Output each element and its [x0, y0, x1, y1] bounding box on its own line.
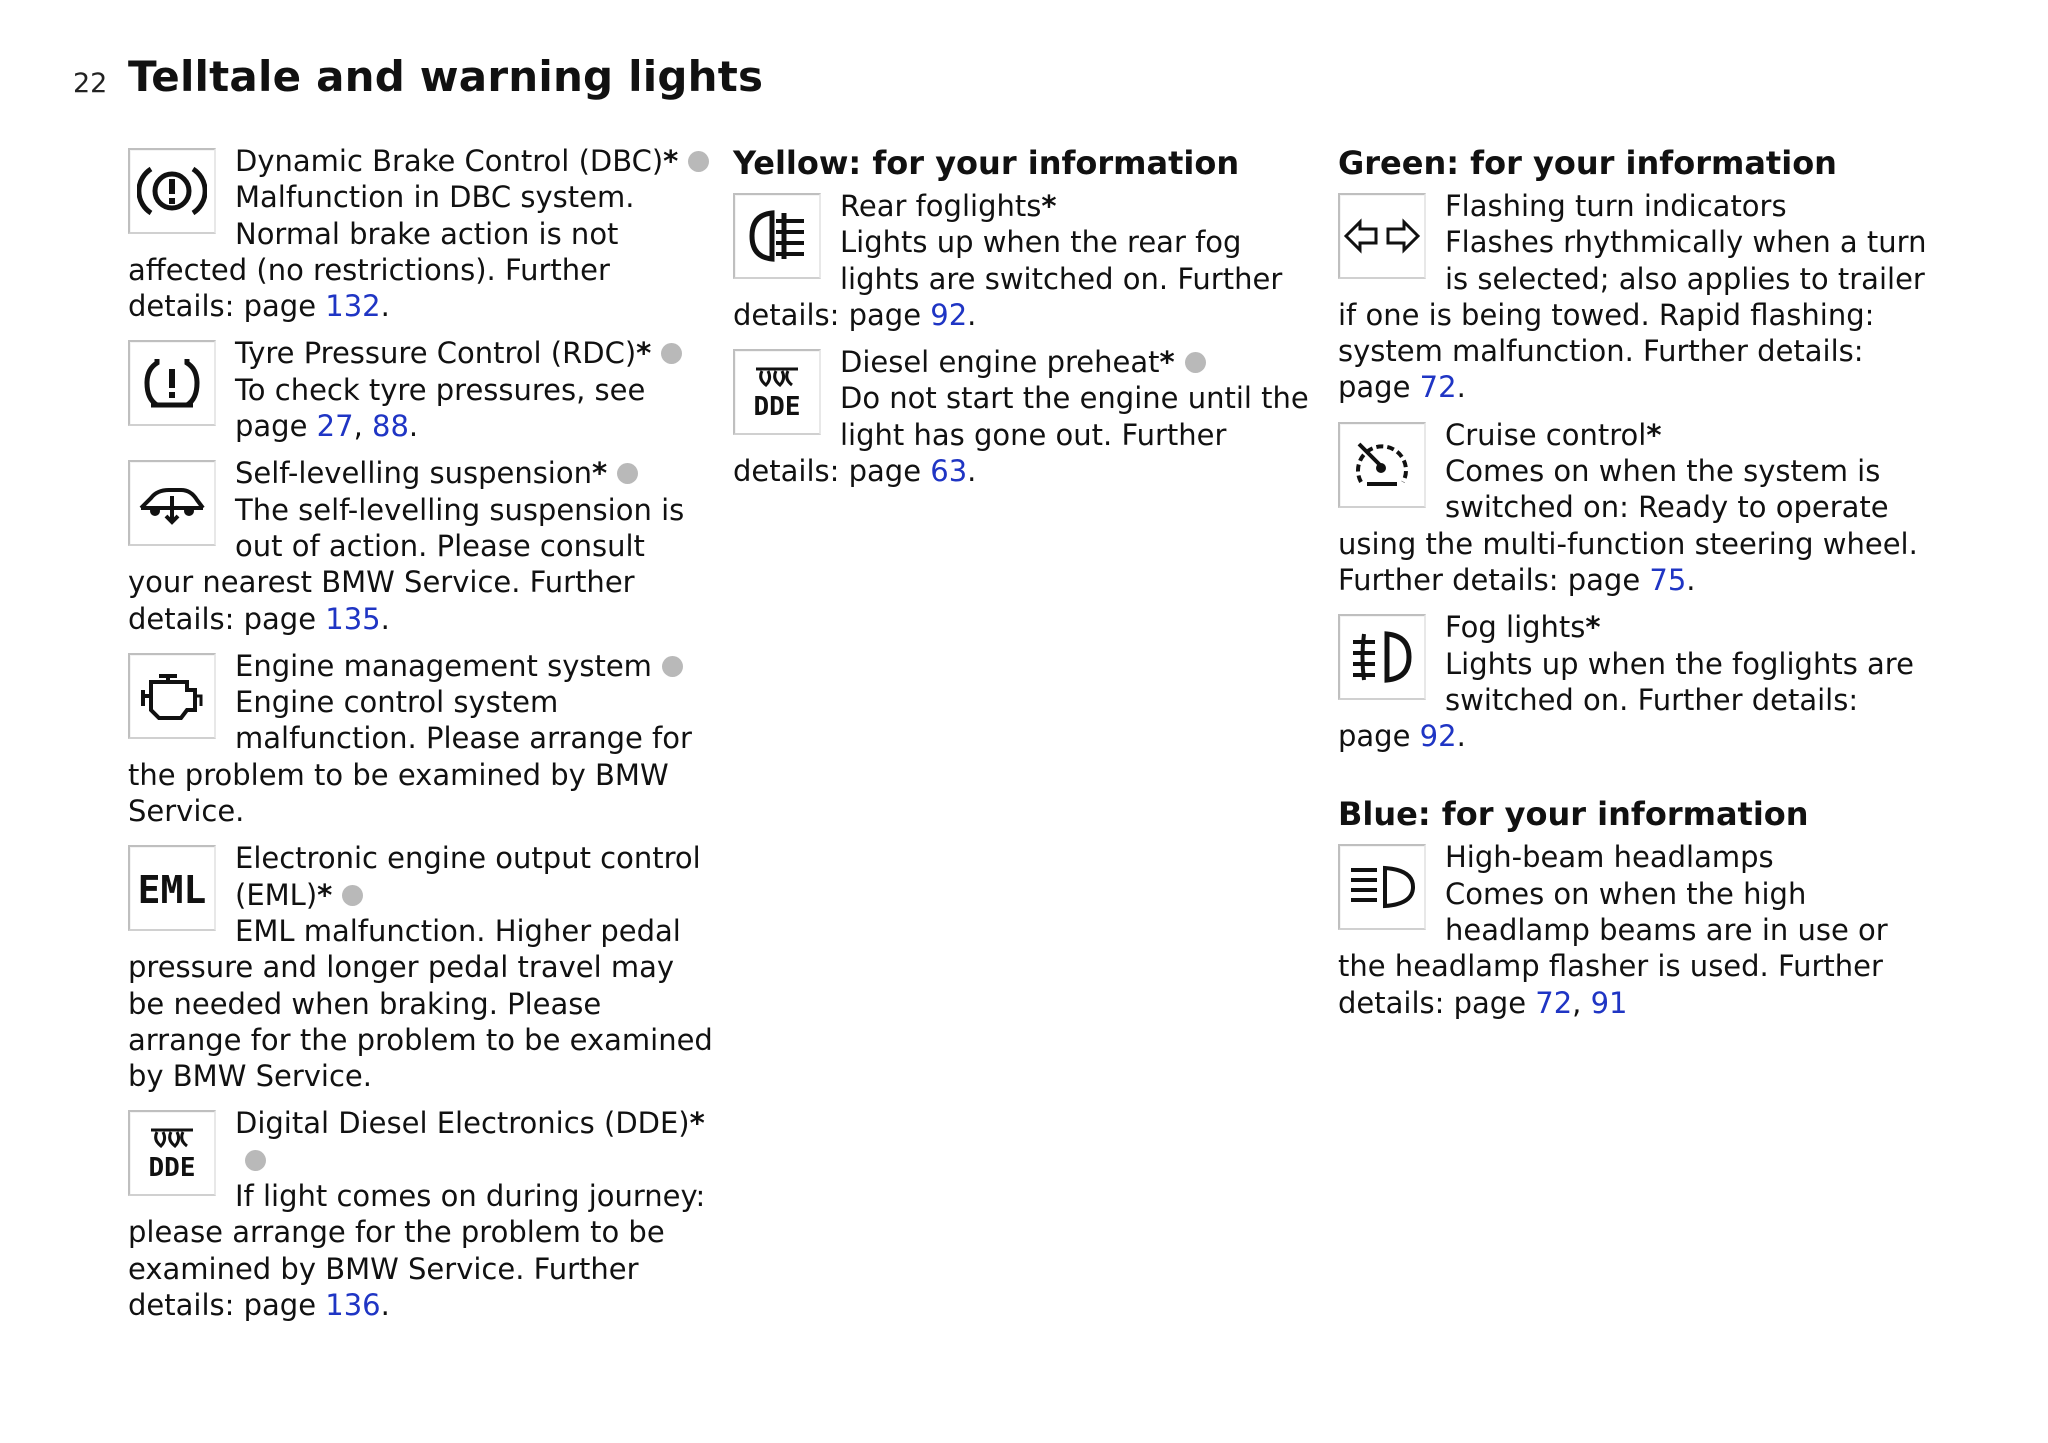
- engine-icon: [128, 653, 216, 739]
- entry-eml: [128, 840, 718, 1094]
- entry-cruise-control: [1338, 417, 1928, 598]
- entry-description: Do not start the engine until the light has gone out. Further details: page: [733, 381, 1309, 489]
- section-heading-yellow: Yellow: for your information: [733, 144, 1240, 182]
- svg-text:EML: EML: [137, 868, 207, 913]
- entry-title: Engine management system: [235, 648, 652, 683]
- grey-dot-icon: [661, 343, 682, 364]
- entry-turn-indicators: [1338, 188, 1928, 406]
- entry-title: Digital Diesel Electronics (DDE): [235, 1106, 690, 1141]
- page-link[interactable]: 27: [316, 409, 354, 444]
- entry-dde: [128, 1105, 718, 1323]
- separator: ,: [353, 409, 372, 444]
- page-link[interactable]: 63: [930, 454, 968, 489]
- page-link[interactable]: 88: [372, 409, 409, 444]
- grey-dot-icon: [688, 151, 709, 172]
- page-link[interactable]: 92: [1419, 719, 1457, 754]
- entry-title: Cruise control: [1445, 417, 1647, 452]
- page-link[interactable]: 72: [1535, 985, 1573, 1020]
- page-number: 22: [73, 68, 108, 99]
- option-star: *: [689, 1106, 705, 1141]
- option-star: *: [636, 336, 652, 371]
- grey-dot-icon: [662, 656, 683, 677]
- entry-title: Diesel engine preheat: [840, 345, 1160, 380]
- option-star: *: [663, 144, 679, 178]
- period: .: [380, 289, 390, 324]
- option-star: *: [1159, 345, 1175, 380]
- entry-title: Flashing turn indicators: [1445, 189, 1787, 223]
- option-star: *: [1646, 417, 1662, 452]
- column-red-warnings: [128, 143, 718, 1334]
- page-link[interactable]: 72: [1419, 370, 1457, 405]
- dde-icon: [128, 1110, 216, 1196]
- page-link[interactable]: 75: [1649, 562, 1687, 597]
- entry-fog-lights: [1338, 609, 1928, 754]
- grey-dot-icon: [617, 463, 638, 484]
- entry-rear-foglights: [733, 188, 1323, 333]
- svg-text:DDE: DDE: [148, 1153, 196, 1184]
- entry-title: Tyre Pressure Control (RDC): [235, 336, 637, 371]
- page-link[interactable]: 135: [325, 601, 381, 636]
- option-star: *: [592, 456, 608, 491]
- entry-dbc: [128, 143, 718, 324]
- grey-dot-icon: [245, 1150, 266, 1171]
- option-star: *: [1041, 189, 1057, 223]
- fog-light-icon: [1338, 614, 1426, 700]
- option-star: *: [1585, 610, 1601, 645]
- tyre-pressure-icon: [128, 340, 216, 426]
- column-yellow: [733, 143, 1323, 500]
- period: .: [380, 1287, 390, 1322]
- period: .: [408, 409, 419, 444]
- period: .: [380, 601, 390, 636]
- entry-description: Flashes rhythmically when a turn is selected; also applies to trailer if one is being towed. Rapid flashing: system malfunction. Further details: page: [1338, 225, 1927, 405]
- entry-self-levelling: [128, 455, 718, 636]
- entry-description: Engine control system malfunction. Please arrange for the problem to be examined by BMW Service.: [128, 685, 692, 829]
- entry-title: Fog lights: [1445, 610, 1586, 645]
- entry-high-beam: [1338, 839, 1928, 1020]
- entry-description: If light comes on during journey: please arrange for the problem to be examined by BMW Service. Further details: page: [128, 1179, 706, 1322]
- page-link[interactable]: 92: [930, 297, 968, 332]
- cruise-control-icon: [1338, 422, 1426, 508]
- entry-title: Rear foglights: [840, 189, 1042, 223]
- entry-engine-management: [128, 648, 718, 829]
- entry-title: High-beam headlamps: [1445, 840, 1774, 875]
- turn-indicator-icon: [1338, 193, 1426, 279]
- entry-diesel-preheat: [733, 344, 1323, 489]
- option-star: *: [317, 877, 333, 912]
- entry-title: Self-levelling suspension: [235, 456, 592, 491]
- entry-description: To check tyre pressures, see page: [235, 372, 646, 444]
- page-link[interactable]: 136: [325, 1287, 381, 1322]
- diesel-preheat-icon: [733, 349, 821, 435]
- entry-description: Comes on when the high headlamp beams are in use or the headlamp flasher is used. Further details: page: [1338, 876, 1888, 1020]
- entry-title: Dynamic Brake Control (DBC): [235, 144, 664, 178]
- entry-description: Malfunction in DBC system. Normal brake action is not affected (no restrictions). Further details: page: [128, 180, 635, 324]
- separator: ,: [1572, 985, 1591, 1020]
- period: .: [1456, 370, 1466, 405]
- entry-description: Lights up when the foglights are switched on. Further details: page: [1338, 646, 1914, 754]
- grey-dot-icon: [342, 885, 363, 906]
- page-link[interactable]: 91: [1590, 985, 1628, 1020]
- entry-description: Comes on when the system is switched on: Ready to operate using the multi-function steering wheel. Further details: page: [1338, 454, 1918, 597]
- period: .: [967, 297, 977, 332]
- period: .: [967, 454, 977, 489]
- period: .: [1686, 562, 1696, 597]
- eml-icon: [128, 845, 216, 931]
- svg-text:DDE: DDE: [753, 392, 801, 423]
- rear-foglight-icon: [733, 193, 821, 279]
- section-heading-blue: Blue: for your information: [1338, 795, 1809, 834]
- entry-description: The self-levelling suspension is out of action. Please consult your nearest BMW Service. Further details: page: [128, 492, 685, 636]
- entry-rdc: [128, 335, 718, 444]
- entry-description: Lights up when the rear fog lights are switched on. Further details: page: [733, 225, 1283, 332]
- grey-dot-icon: [1185, 352, 1206, 373]
- column-green-blue: [1338, 143, 1928, 1032]
- page-link[interactable]: 132: [325, 289, 381, 324]
- section-heading-green: Green: for your information: [1338, 144, 1837, 182]
- suspension-icon: [128, 460, 216, 546]
- brake-warning-icon: [128, 148, 216, 234]
- page-title: Telltale and warning lights: [128, 52, 764, 101]
- high-beam-icon: [1338, 844, 1426, 930]
- period: .: [1456, 719, 1466, 754]
- entry-title: Electronic engine output control (EML): [235, 841, 701, 912]
- entry-description: EML malfunction. Higher pedal pressure and longer pedal travel may be needed when braking. Please arrange for the problem to be examined by BMW Service.: [128, 913, 713, 1094]
